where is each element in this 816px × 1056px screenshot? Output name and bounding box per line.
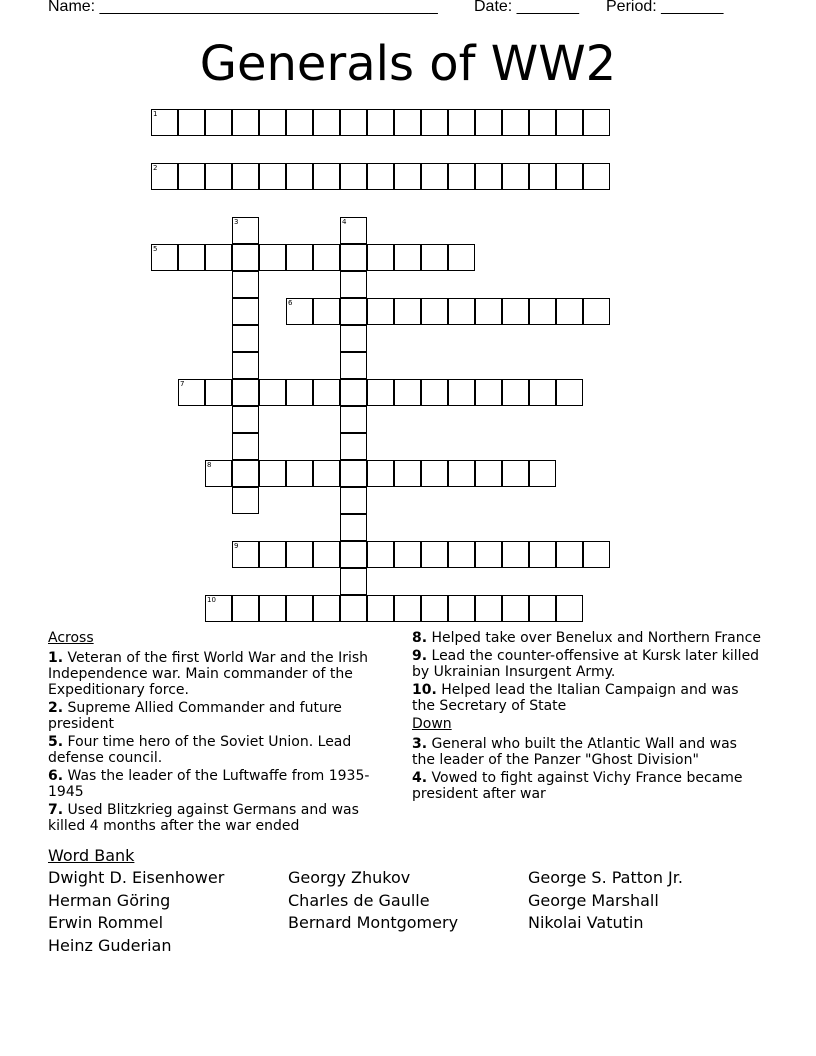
clue-number: 8.: [412, 630, 428, 646]
grid-cell[interactable]: [259, 460, 286, 487]
clue-number-1: 1: [153, 110, 158, 118]
clue-number: 5.: [48, 734, 64, 750]
grid-cell[interactable]: [529, 460, 556, 487]
word-bank-item: Dwight D. Eisenhower: [48, 868, 225, 887]
grid-cell[interactable]: [448, 541, 475, 568]
grid-cell[interactable]: [259, 109, 286, 136]
grid-cell[interactable]: [340, 433, 367, 460]
grid-cell[interactable]: [421, 595, 448, 622]
grid-cell[interactable]: [475, 595, 502, 622]
grid-cell[interactable]: [313, 541, 340, 568]
grid-cell[interactable]: [232, 217, 259, 244]
word-bank-item: Erwin Rommel: [48, 913, 164, 932]
grid-cell[interactable]: [448, 298, 475, 325]
clue-number: 4.: [412, 770, 428, 786]
grid-cell[interactable]: [340, 595, 367, 622]
clue-text: Was the leader of the Luftwaffe from 1935-1945: [48, 768, 370, 800]
clue-number-2: 2: [153, 164, 158, 172]
word-bank-item: George Marshall: [528, 890, 659, 910]
grid-cell[interactable]: [232, 163, 259, 190]
grid-cell[interactable]: [232, 244, 259, 271]
clue-item: [412, 630, 762, 646]
grid-cell[interactable]: [313, 298, 340, 325]
grid-cell[interactable]: [475, 379, 502, 406]
grid-cell[interactable]: [178, 244, 205, 271]
word-bank-item: Nikolai Vatutin: [528, 913, 644, 932]
grid-cell[interactable]: [502, 379, 529, 406]
grid-cell[interactable]: [340, 487, 367, 514]
grid-cell[interactable]: [340, 271, 367, 298]
grid-cell[interactable]: [448, 595, 475, 622]
grid-cell[interactable]: [394, 298, 421, 325]
grid-cell[interactable]: [367, 460, 394, 487]
grid-cell[interactable]: [286, 541, 313, 568]
grid-cell[interactable]: [313, 595, 340, 622]
grid-cell[interactable]: [205, 595, 232, 622]
grid-cell[interactable]: [529, 595, 556, 622]
grid-cell[interactable]: [205, 109, 232, 136]
grid-cell[interactable]: [367, 109, 394, 136]
grid-cell[interactable]: [232, 595, 259, 622]
clue-number-8: 8: [207, 461, 212, 469]
grid-cell[interactable]: [313, 109, 340, 136]
word-bank-item: Heinz Guderian: [48, 935, 172, 955]
grid-cell[interactable]: [232, 352, 259, 379]
grid-cell[interactable]: [421, 163, 448, 190]
grid-cell[interactable]: [286, 244, 313, 271]
clue-number: 2.: [48, 700, 64, 716]
grid-cell[interactable]: [286, 163, 313, 190]
clue-number: 3.: [412, 736, 428, 752]
puzzle-title: Generals of WW2: [199, 36, 617, 92]
grid-cell[interactable]: [421, 244, 448, 271]
grid-cell[interactable]: [448, 460, 475, 487]
grid-cell[interactable]: [421, 298, 448, 325]
grid-cell[interactable]: [232, 487, 259, 514]
grid-cell[interactable]: [583, 163, 610, 190]
grid-cell[interactable]: [529, 379, 556, 406]
grid-cell[interactable]: [367, 595, 394, 622]
clue-item: [412, 682, 762, 714]
grid-cell[interactable]: [340, 298, 367, 325]
grid-cell[interactable]: [340, 244, 367, 271]
grid-cell[interactable]: [232, 298, 259, 325]
down-heading: Down: [412, 716, 452, 732]
grid-cell[interactable]: [232, 406, 259, 433]
grid-cell[interactable]: [151, 244, 178, 271]
word-bank-item: George S. Patton Jr.: [528, 868, 683, 887]
grid-cell[interactable]: [205, 163, 232, 190]
grid-cell[interactable]: [178, 163, 205, 190]
grid-cell[interactable]: [529, 298, 556, 325]
grid-cell[interactable]: [313, 163, 340, 190]
grid-cell[interactable]: [340, 460, 367, 487]
grid-cell[interactable]: [556, 379, 583, 406]
across-heading: Across: [48, 630, 94, 646]
grid-cell[interactable]: [367, 541, 394, 568]
grid-cell[interactable]: [502, 163, 529, 190]
clue-text: General who built the Atlantic Wall and was the leader of the Panzer "Ghost Division": [412, 736, 737, 768]
grid-cell[interactable]: [475, 109, 502, 136]
grid-cell[interactable]: [421, 109, 448, 136]
clue-item: [48, 768, 393, 800]
grid-cell[interactable]: [556, 163, 583, 190]
grid-cell[interactable]: [529, 163, 556, 190]
clue-number-4: 4: [342, 218, 347, 226]
grid-cell[interactable]: [340, 163, 367, 190]
date-field-label[interactable]: Date: _______: [474, 0, 579, 15]
clue-number-10: 10: [207, 596, 216, 604]
grid-cell[interactable]: [556, 298, 583, 325]
grid-cell[interactable]: [340, 568, 367, 595]
word-bank-item: Georgy Zhukov: [288, 868, 411, 887]
grid-cell[interactable]: [448, 163, 475, 190]
clue-text: Four time hero of the Soviet Union. Lead defense council.: [48, 734, 352, 766]
grid-cell[interactable]: [502, 109, 529, 136]
grid-cell[interactable]: [232, 541, 259, 568]
clue-text: Lead the counter-offensive at Kursk later killed by Ukrainian Insurgent Army.: [412, 648, 760, 680]
grid-cell[interactable]: [259, 163, 286, 190]
clue-number: 7.: [48, 802, 64, 818]
grid-cell[interactable]: [340, 379, 367, 406]
clue-text: Helped take over Benelux and Northern France: [427, 630, 761, 646]
clue-number-5: 5: [153, 245, 158, 253]
grid-cell[interactable]: [340, 541, 367, 568]
grid-cell[interactable]: [313, 460, 340, 487]
grid-cell[interactable]: [340, 352, 367, 379]
grid-cell[interactable]: [232, 460, 259, 487]
clue-number-9: 9: [234, 542, 239, 550]
grid-cell[interactable]: [205, 379, 232, 406]
clues-column-right: [412, 630, 762, 804]
grid-cell[interactable]: [286, 460, 313, 487]
grid-cell[interactable]: [448, 379, 475, 406]
grid-cell[interactable]: [259, 595, 286, 622]
clue-text: Helped lead the Italian Campaign and was the Secretary of State: [412, 682, 739, 714]
grid-cell[interactable]: [475, 541, 502, 568]
grid-cell[interactable]: [394, 163, 421, 190]
grid-cell[interactable]: [286, 379, 313, 406]
grid-cell[interactable]: [448, 244, 475, 271]
grid-cell[interactable]: [151, 163, 178, 190]
grid-cell[interactable]: [421, 460, 448, 487]
clue-text: Veteran of the first World War and the Irish Independence war. Main commander of the Expeditionary force.: [48, 650, 369, 698]
clue-number: 1.: [48, 650, 64, 666]
grid-cell[interactable]: [448, 109, 475, 136]
grid-cell[interactable]: [394, 244, 421, 271]
grid-cell[interactable]: [502, 541, 529, 568]
clue-number: 10.: [412, 682, 437, 698]
clue-number-7: 7: [180, 380, 185, 388]
name-field-label[interactable]: Name: ______________________________________: [48, 0, 438, 15]
grid-cell[interactable]: [502, 298, 529, 325]
clue-text: Vowed to fight against Vichy France became president after war: [412, 770, 743, 802]
grid-cell[interactable]: [583, 541, 610, 568]
grid-cell[interactable]: [313, 379, 340, 406]
grid-cell[interactable]: [502, 460, 529, 487]
word-bank-item: Herman Göring: [48, 890, 171, 910]
clue-text: Supreme Allied Commander and future president: [48, 700, 342, 732]
grid-cell[interactable]: [394, 460, 421, 487]
grid-cell[interactable]: [259, 379, 286, 406]
clue-number: 9.: [412, 648, 428, 664]
grid-cell[interactable]: [367, 298, 394, 325]
grid-cell[interactable]: [259, 244, 286, 271]
clue-item: [412, 648, 762, 680]
grid-cell[interactable]: [475, 298, 502, 325]
grid-cell[interactable]: [205, 244, 232, 271]
grid-cell[interactable]: [232, 433, 259, 460]
grid-cell[interactable]: [178, 379, 205, 406]
grid-cell[interactable]: [232, 325, 259, 352]
grid-cell[interactable]: [313, 244, 340, 271]
grid-cell[interactable]: [232, 379, 259, 406]
grid-cell[interactable]: [232, 271, 259, 298]
clue-number: 6.: [48, 768, 64, 784]
clue-number-3: 3: [234, 218, 239, 226]
grid-cell[interactable]: [394, 109, 421, 136]
grid-cell[interactable]: [286, 595, 313, 622]
grid-cell[interactable]: [340, 217, 367, 244]
grid-cell[interactable]: [475, 163, 502, 190]
grid-cell[interactable]: [556, 541, 583, 568]
grid-cell[interactable]: [583, 109, 610, 136]
grid-cell[interactable]: [475, 460, 502, 487]
grid-cell[interactable]: [340, 109, 367, 136]
clue-item: [48, 700, 393, 732]
clue-item: [412, 736, 762, 768]
grid-cell[interactable]: [556, 109, 583, 136]
grid-cell[interactable]: [205, 460, 232, 487]
grid-cell[interactable]: [367, 379, 394, 406]
clue-item: [48, 650, 393, 698]
clue-item: [412, 770, 762, 802]
grid-cell[interactable]: [340, 406, 367, 433]
grid-cell[interactable]: [340, 325, 367, 352]
grid-cell[interactable]: [394, 595, 421, 622]
grid-cell[interactable]: [232, 109, 259, 136]
grid-cell[interactable]: [394, 379, 421, 406]
student-info-header: [48, 0, 768, 20]
word-bank-heading: Word Bank: [48, 846, 135, 865]
grid-cell[interactable]: [286, 109, 313, 136]
word-bank-item: Bernard Montgomery: [288, 913, 459, 932]
across-clues-column: [48, 630, 393, 836]
grid-cell[interactable]: [367, 244, 394, 271]
grid-cell[interactable]: [421, 541, 448, 568]
grid-cell[interactable]: [367, 163, 394, 190]
grid-cell[interactable]: [178, 109, 205, 136]
grid-cell[interactable]: [421, 379, 448, 406]
grid-cell[interactable]: [529, 541, 556, 568]
period-field-label[interactable]: Period: _______: [606, 0, 724, 15]
grid-cell[interactable]: [286, 298, 313, 325]
grid-cell[interactable]: [502, 595, 529, 622]
grid-cell[interactable]: [151, 109, 178, 136]
grid-cell[interactable]: [259, 541, 286, 568]
clue-item: [48, 802, 393, 834]
grid-cell[interactable]: [394, 541, 421, 568]
grid-cell[interactable]: [529, 109, 556, 136]
clue-number-6: 6: [288, 299, 293, 307]
clue-text: Used Blitzkrieg against Germans and was killed 4 months after the war ended: [48, 802, 359, 834]
grid-cell[interactable]: [340, 514, 367, 541]
grid-cell[interactable]: [583, 298, 610, 325]
clue-item: [48, 734, 393, 766]
grid-cell[interactable]: [556, 595, 583, 622]
word-bank-item: Charles de Gaulle: [288, 890, 430, 910]
